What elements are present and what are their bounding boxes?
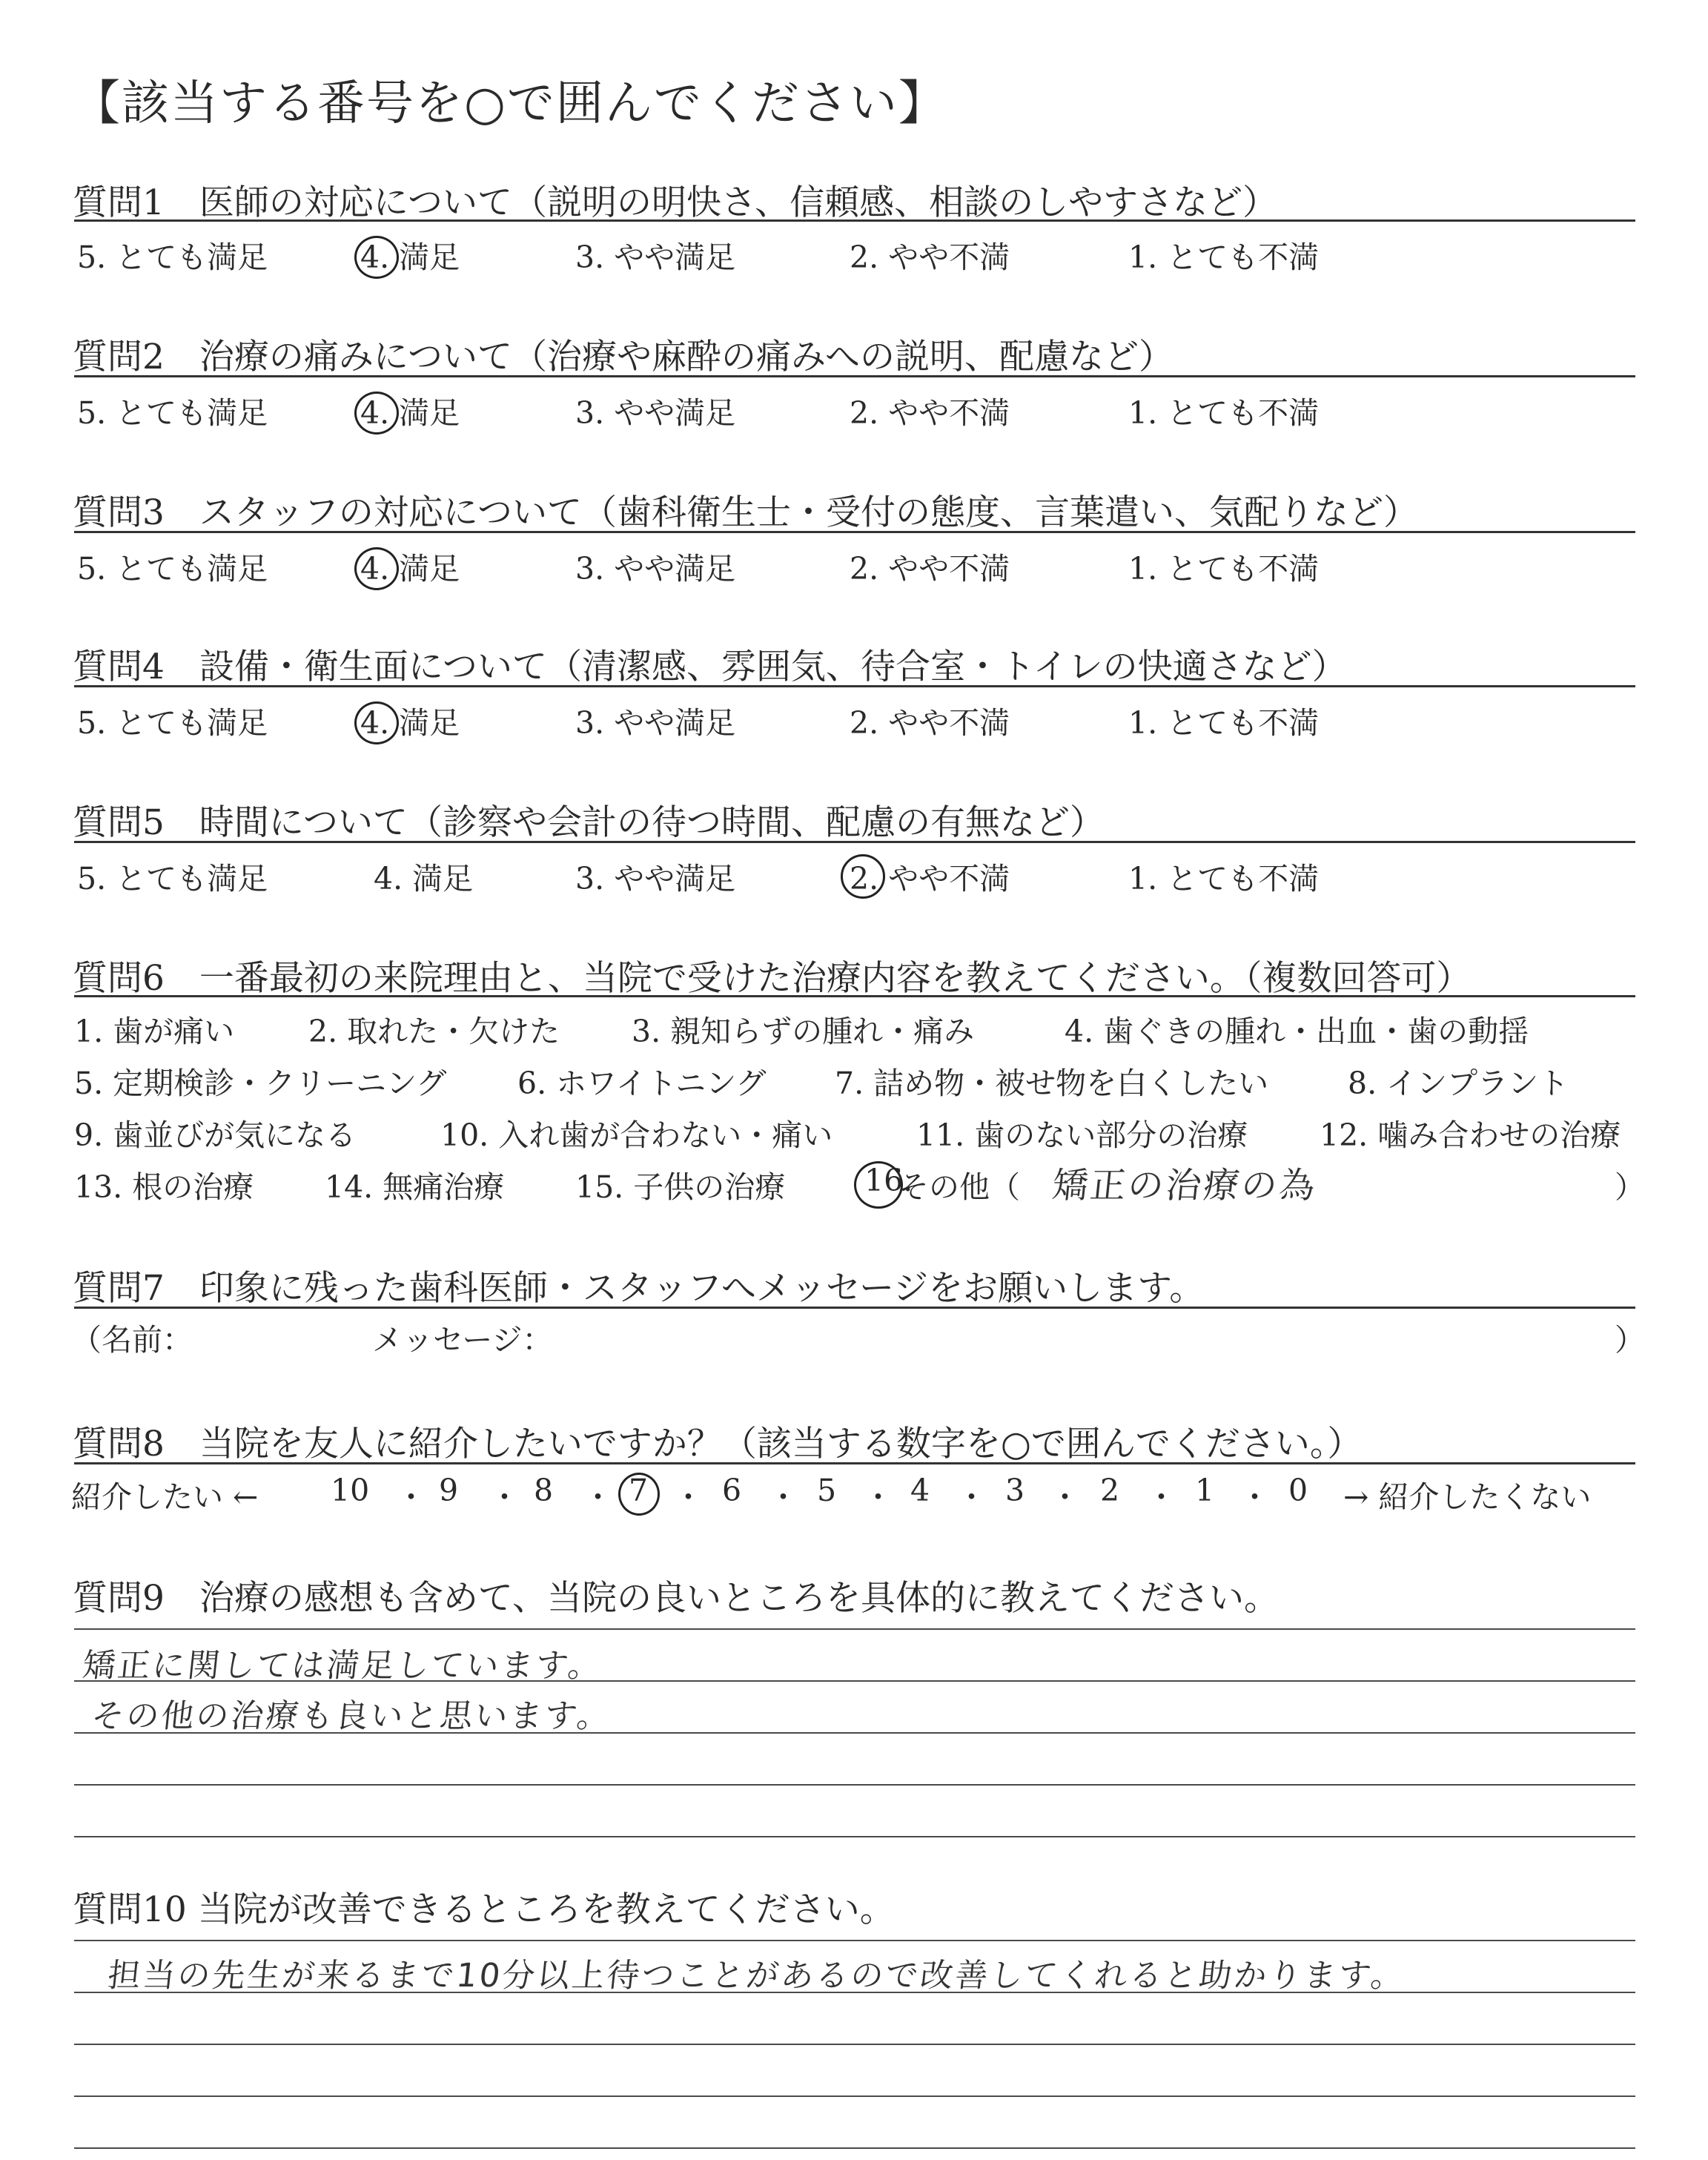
answer-line [74,2095,1635,2097]
selection-circle [354,547,399,590]
q6-option-8[interactable]: 8. インプラント [1348,1066,1569,1101]
q8-dot: ・ [396,1479,426,1515]
q6-option-14[interactable]: 14. 無痛治療 [325,1169,505,1205]
q6-option-11[interactable]: 11. 歯のない部分の治療 [916,1117,1248,1153]
q8-right-label: → 紹介したくない [1343,1479,1592,1515]
answer-line [74,1992,1635,1993]
q7-name-label: （名前： [71,1322,193,1358]
q6-option-5[interactable]: 5. 定期検診・クリーニング [74,1066,447,1101]
q8-scale-3[interactable]: 3 [1005,1473,1025,1508]
q6-option-13[interactable]: 13. 根の治療 [74,1169,254,1205]
q4-option-3[interactable]: 3. やや満足 [575,705,736,741]
q8-dot: ・ [863,1479,893,1515]
divider [74,531,1635,533]
q6-option-6[interactable]: 6. ホワイトニング [517,1066,767,1101]
divider [74,1307,1635,1309]
q4-option-5[interactable]: 5. とても満足 [77,705,268,741]
q1-option-4[interactable]: 4. 満足 [360,240,460,275]
q3-option-1[interactable]: 1. とても不満 [1128,551,1320,587]
q8-dot: ・ [956,1479,987,1515]
q2-option-4[interactable]: 4. 満足 [360,395,460,431]
q3-option-5[interactable]: 5. とても満足 [77,551,268,587]
q5-option-2[interactable]: 2. やや不満 [850,861,1010,896]
q1-option-1[interactable]: 1. とても不満 [1128,240,1320,275]
answer-line [74,1940,1635,1941]
q6-option-12[interactable]: 12. 噛み合わせの治療 [1320,1117,1621,1153]
q8-dot: ・ [1146,1479,1176,1515]
question-9-label: 質問9 治療の感想も含めて、当院の良いところを具体的に教えてください。 [73,1578,1279,1619]
q5-option-1[interactable]: 1. とても不満 [1128,861,1320,896]
question-6-label: 質問6 一番最初の来院理由と、当院で受けた治療内容を教えてください。（複数回答可） [73,958,1472,999]
q3-option-2[interactable]: 2. やや不満 [850,551,1010,587]
q6-option-7[interactable]: 7. 詰め物・被せ物を白くしたい [835,1066,1269,1101]
selection-circle [854,1161,903,1209]
q2-option-3[interactable]: 3. やや満足 [575,395,736,431]
answer-line [74,2147,1635,2149]
divider [74,375,1635,377]
q2-option-1[interactable]: 1. とても不満 [1128,395,1320,431]
answer-line [74,1784,1635,1786]
q8-dot: ・ [1239,1479,1270,1515]
question-10-label: 質問10 当院が改善できるところを教えてください。 [73,1889,895,1930]
q5-option-5[interactable]: 5. とても満足 [77,861,268,896]
divider [74,219,1635,222]
question-4-label: 質問4 設備・衛生面について（清潔感、雰囲気、待合室・トイレの快適さなど） [73,647,1347,687]
q8-scale-4[interactable]: 4 [910,1473,930,1508]
q6-option-3[interactable]: 3. 親知らずの腫れ・痛み [632,1014,975,1049]
selection-circle [618,1473,660,1516]
q6-option-4[interactable]: 4. 歯ぐきの腫れ・出血・歯の動揺 [1065,1014,1529,1049]
q3-option-3[interactable]: 3. やや満足 [575,551,736,587]
q8-scale-10[interactable]: 10 [331,1473,370,1508]
divider [74,1462,1635,1464]
q9-answer-line-1[interactable]: 矯正に関しては満足しています。 [80,1647,605,1685]
q8-scale-5[interactable]: 5 [817,1473,837,1508]
q1-option-3[interactable]: 3. やや満足 [575,240,736,275]
question-1-label: 質問1 医師の対応について（説明の明快さ、信頼感、相談のしやすさなど） [73,182,1278,223]
q6-option-1[interactable]: 1. 歯が痛い [74,1014,235,1049]
divider [74,841,1635,843]
divider [74,995,1635,997]
answer-line [74,1732,1635,1734]
q5-option-3[interactable]: 3. やや満足 [575,861,736,896]
selection-circle [841,854,885,899]
q3-option-4[interactable]: 4. 満足 [360,551,460,587]
q5-option-4[interactable]: 4. 満足 [374,861,474,896]
q8-left-label: 紹介したい ← [71,1479,259,1515]
divider [74,685,1635,687]
q6-option-15[interactable]: 15. 子供の治療 [575,1169,786,1205]
q6-option-10[interactable]: 10. 入れ歯が合わない・痛い [440,1117,833,1153]
q10-answer-line-1[interactable]: 担当の先生が来るまで10分以上待つことがあるので改善してくれると助かります。 [105,1957,1408,1995]
q6-option-9[interactable]: 9. 歯並びが気になる [74,1117,357,1153]
q1-option-5[interactable]: 5. とても満足 [77,240,268,275]
question-7-label: 質問7 印象に残った歯科医師・スタッフへメッセージをお願いします。 [73,1268,1205,1309]
question-5-label: 質問5 時間について（診察や会計の待つ時間、配慮の有無など） [73,802,1105,843]
answer-line [74,1836,1635,1837]
q8-scale-7[interactable]: 7 [629,1473,649,1508]
q9-answer-line-2[interactable]: その他の治療も良いと思います。 [89,1697,614,1735]
q8-dot: ・ [1050,1479,1080,1515]
selection-circle [354,701,399,744]
q2-option-5[interactable]: 5. とても満足 [77,395,268,431]
question-2-label: 質問2 治療の痛みについて（治療や麻酔の痛みへの説明、配慮など） [73,337,1174,377]
q8-scale-8[interactable]: 8 [534,1473,554,1508]
page-title: 【該当する番号を○で囲んでください】 [73,76,947,131]
q4-option-4[interactable]: 4. 満足 [360,705,460,741]
q8-dot: ・ [489,1479,520,1515]
q8-scale-0[interactable]: 0 [1288,1473,1308,1508]
q4-option-1[interactable]: 1. とても不満 [1128,705,1320,741]
q8-scale-6[interactable]: 6 [722,1473,742,1508]
q4-option-2[interactable]: 2. やや不満 [850,705,1010,741]
q7-message-label: メッセージ： [372,1322,553,1358]
q8-dot: ・ [768,1479,798,1515]
question-3-label: 質問3 スタッフの対応について（歯科衛生士・受付の態度、言葉遣い、気配りなど） [73,492,1418,533]
q6-option-16[interactable]: 16. [864,1163,913,1198]
q6-other-open: その他（ [898,1169,1020,1205]
q6-other-answer[interactable]: 矯正の治療の為 [1050,1165,1320,1206]
selection-circle [354,392,399,435]
q1-option-2[interactable]: 2. やや不満 [850,240,1010,275]
q6-other-close: ） [1615,1169,1645,1205]
q8-scale-1[interactable]: 1 [1195,1473,1215,1508]
q8-scale-9[interactable]: 9 [439,1473,459,1508]
answer-line [74,2044,1635,2045]
q8-dot: ・ [583,1479,613,1515]
q2-option-2[interactable]: 2. やや不満 [850,395,1010,431]
q8-dot: ・ [673,1479,704,1515]
selection-circle [354,236,399,279]
q7-close: ） [1615,1322,1645,1358]
q8-scale-2[interactable]: 2 [1100,1473,1120,1508]
answer-line [74,1628,1635,1630]
q6-option-2[interactable]: 2. 取れた・欠けた [308,1014,560,1049]
question-8-label: 質問8 当院を友人に紹介したいですか？（該当する数字を○で囲んでください。） [73,1424,1363,1464]
answer-line [74,1680,1635,1682]
